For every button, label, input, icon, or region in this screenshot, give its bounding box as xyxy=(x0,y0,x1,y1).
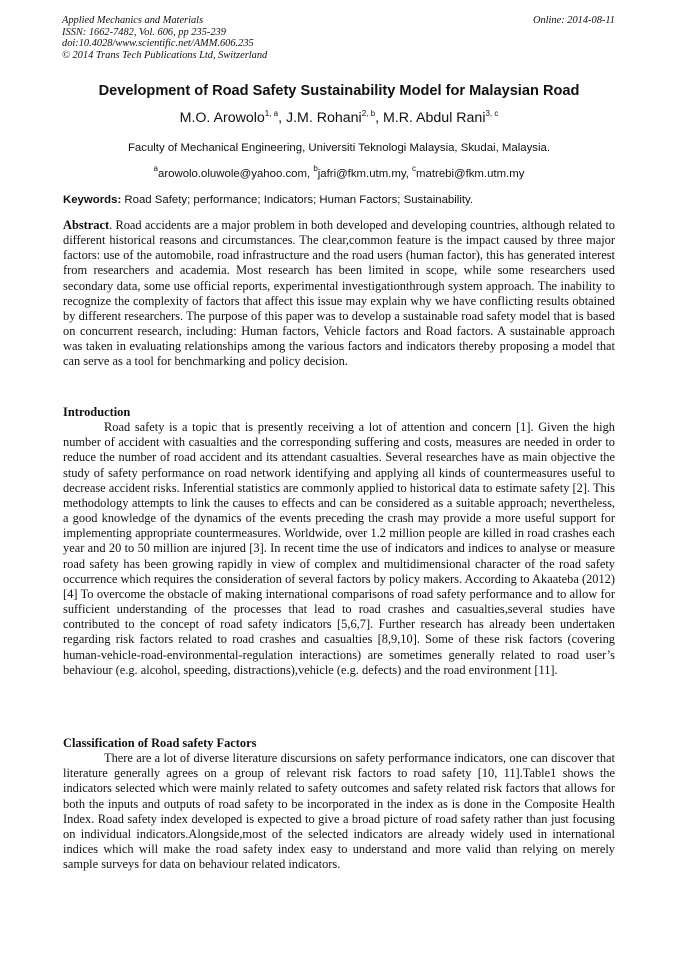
email-address[interactable]: arowolo.oluwole@yahoo.com xyxy=(158,168,307,180)
author-name: J.M. Rohani xyxy=(286,110,362,126)
copyright-line: © 2014 Trans Tech Publications Ltd, Switzerland xyxy=(62,49,268,61)
author-affiliation-mark: 1, a xyxy=(264,109,279,118)
introduction-paragraph: Road safety is a topic that is presently receiving a lot of attention and concern [1]. Given the high number of accident with casualties and the corresponding suffering and costs, measures are needed in order to reduce the number of road accident and its attendant casualties. Several researches have as main objective the study of safety performance on road network identifying and applying all kinds of countermeasures useful to decrease accident risks. Inferential statistics are commonly applied to historical data to estimate safety [2]. This methodology attempts to link the causes to effects and can be considered as a suitable approach; nevertheless, a good knowledge of the dynamics of the events preceding the crash may provide a more useful support for implementing appropriate countermeasures. Worldwide, over 1.2 million people are killed in road crashes each year and 20 to 50 million are injured [3]. In recent time the use of indicators and indices to analyse or measure road safety has been growing rapidly in view of complex and multidimensional character of the road safety occurrence which requires the consideration of several factors by policy makers. According to Akaateba (2012) [4] To overcome the obstacle of making international comparisons of road safety performance and to allow for sufficient understanding of the processes that lead to road crashes and casualties,several studies have contributed to the concept of road safety indicators [5,6,7]. Further research has already been undertaken regarding risk factors related to road crashes and casualties [8,9,10]. Some of these risk factors (covering human-vehicle-road-environmental-regulation interactions) are sometimes generally related to road user’s behaviour (e.g. alcohol, speeding, distractions),vehicle (e.g. defects) and the road environment [11]. xyxy=(63,420,615,677)
email-list: $^a$arowolo.oluwole@yahoo.com, $^b$jafri@fkm.utm.my, $^c$matrebi@fkm.utm.my xyxy=(153,164,525,180)
keywords-label: Keywords: xyxy=(63,194,122,206)
journal-header xyxy=(62,15,267,61)
author-affiliation-mark: 2, b xyxy=(361,109,376,118)
email-mark: c xyxy=(412,164,417,173)
section-heading: Classification of Road safety Factors xyxy=(63,736,257,750)
email-address[interactable]: jafri@fkm.utm.my xyxy=(317,168,406,180)
paper-title: Development of Road Safety Sustainability Model for Malaysian Road xyxy=(98,83,580,99)
introduction-section xyxy=(63,405,615,678)
abstract-label: Abstract xyxy=(63,218,110,232)
section-heading: Introduction xyxy=(63,405,131,419)
keywords xyxy=(63,193,615,207)
classification-paragraph: There are a lot of diverse literature discursions on safety performance indicators, one can discover that literature generally agrees on a group of relevant risk factors to road safety [10, 11].Table1 shows the indicators selected which were mainly related to safety outcomes and safety related risk factors that allows for both the inputs and outputs of road safety to be incorporated in the index as is done in the Composite Health Index. Road safety index developed is expected to give a broad picture of road safety rather than just focusing on individual indicators.Alongside,most of the selected indicators are already widely used in international indices which will make the road safety index easy to understand and more valid than relying on merely sample surveys for data on behaviour related indicators. xyxy=(63,751,615,872)
author-affiliation-mark: 3, c xyxy=(485,109,499,118)
author-list: M.O. Arowolo$^{1, a}$, J.M. Rohani$^{2, b}$, M.R. Abdul Rani$^{3, c}$ xyxy=(179,109,499,126)
issn-line: ISSN: 1662-7482, Vol. 606, pp 235-239 xyxy=(62,26,226,38)
email-address[interactable]: matrebi@fkm.utm.my xyxy=(416,168,525,180)
abstract-text: . Road accidents are a major problem in both developed and developing countries, although related to different historical reasons and circumstances. The clear,common feature is the impact caused by three major factors: use of the automobile, road infrastructure and the road users (human factor), this has generated interest from researchers and academia. Most research has been limited in scope, while some researchers used secondary data, some use official reports, experimental investigationthrough system approach. The inability to recognize the complexity of factors that affect this issue may explain why we have conflicting results obtained by different researchers. The purpose of this paper was to develop a sustainable road safety model that is based on concurrent research, including: Human factors, Vehicle factors and Road factors. A sustainable approach was taken in evaluating relationships among the various factors and indicators thereby proposing a model that can serve as a tool for benchmarking and policy decision. xyxy=(63,218,615,369)
classification-section xyxy=(63,736,615,872)
email-mark: a xyxy=(153,164,158,173)
abstract-section xyxy=(63,218,615,370)
email-mark: b xyxy=(313,164,318,173)
author-name: M.O. Arowolo xyxy=(179,110,265,126)
doi-line[interactable]: doi:10.4028/www.scientific.net/AMM.606.235 xyxy=(62,38,254,50)
online-date: Online: 2014-08-11 xyxy=(532,15,615,26)
affiliation: Faculty of Mechanical Engineering, Universiti Teknologi Malaysia, Skudai, Malaysia. xyxy=(127,142,551,154)
author-name: M.R. Abdul Rani xyxy=(382,110,486,126)
keywords-text: Road Safety; performance; Indicators; Human Factors; Sustainability. xyxy=(124,194,474,206)
journal-name: Applied Mechanics and Materials xyxy=(62,15,204,26)
